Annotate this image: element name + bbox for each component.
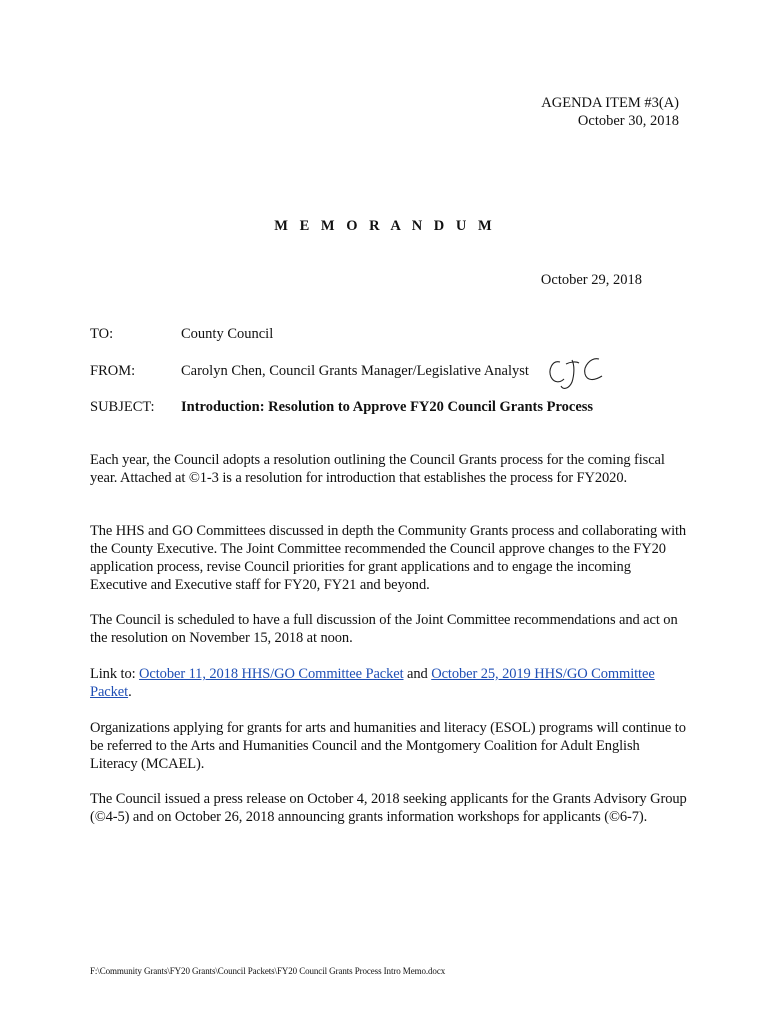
subject-label: SUBJECT: [90,399,155,415]
agenda-date: October 30, 2018 [577,113,679,129]
footer-file-path: F:\Community Grants\FY20 Grants\Council Packets\FY20 Council Grants Process Intro Memo.docx [90,966,446,976]
paragraph-2: The HHS and GO Committees discussed in depth the Community Grants process and collaborating with the County Executive. The Joint Committee recommended the Council approve changes to the FY20 application process, revise Council priorities for grant applications and to engage the incoming Executive and Executive staff for FY20, FY21 and beyond. [90,523,687,593]
memo-date: October 29, 2018 [540,272,642,288]
links-suffix: . [128,684,132,700]
to-value: County Council [181,326,274,342]
link-october-25-packet[interactable]: October 25, 2019 HHS/GO Committee Packet [90,666,655,700]
paragraph-6: The Council issued a press release on October 4, 2018 seeking applicants for the Grants Advisory Group (©4-5) and on October 26, 2018 announcing grants information workshops for applicants (©6-7). [90,791,687,825]
links-prefix: Link to: [90,666,140,682]
paragraph-links [90,665,688,701]
memo-title: M E M O R A N D U M [274,218,496,234]
signature-initials [546,354,608,394]
agenda-header [541,94,679,130]
from-label: FROM: [90,363,136,379]
paragraph-5: Organizations applying for grants for arts and humanities and literacy (ESOL) programs will continue to be referred to the Arts and Humanities Council and the Montgomery Coalition for Adult English Literacy (MCAEL). [90,720,686,772]
agenda-item: AGENDA ITEM #3(A) [541,95,679,111]
from-value: Carolyn Chen, Council Grants Manager/Legislative Analyst [181,363,529,379]
links-middle: and [403,666,432,682]
paragraph-1: Each year, the Council adopts a resolution outlining the Council Grants process for the coming fiscal year. Attached at ©1-3 is a resolution for introduction that establishes the process for FY2020. [90,452,665,486]
paragraph-3: The Council is scheduled to have a full discussion of the Joint Committee recommendations and act on the resolution on November 15, 2018 at noon. [90,612,678,646]
subject-value: Introduction: Resolution to Approve FY20 Council Grants Process [181,399,594,415]
link-october-11-packet[interactable]: October 11, 2018 HHS/GO Committee Packet [139,666,404,682]
to-label: TO: [90,326,114,342]
